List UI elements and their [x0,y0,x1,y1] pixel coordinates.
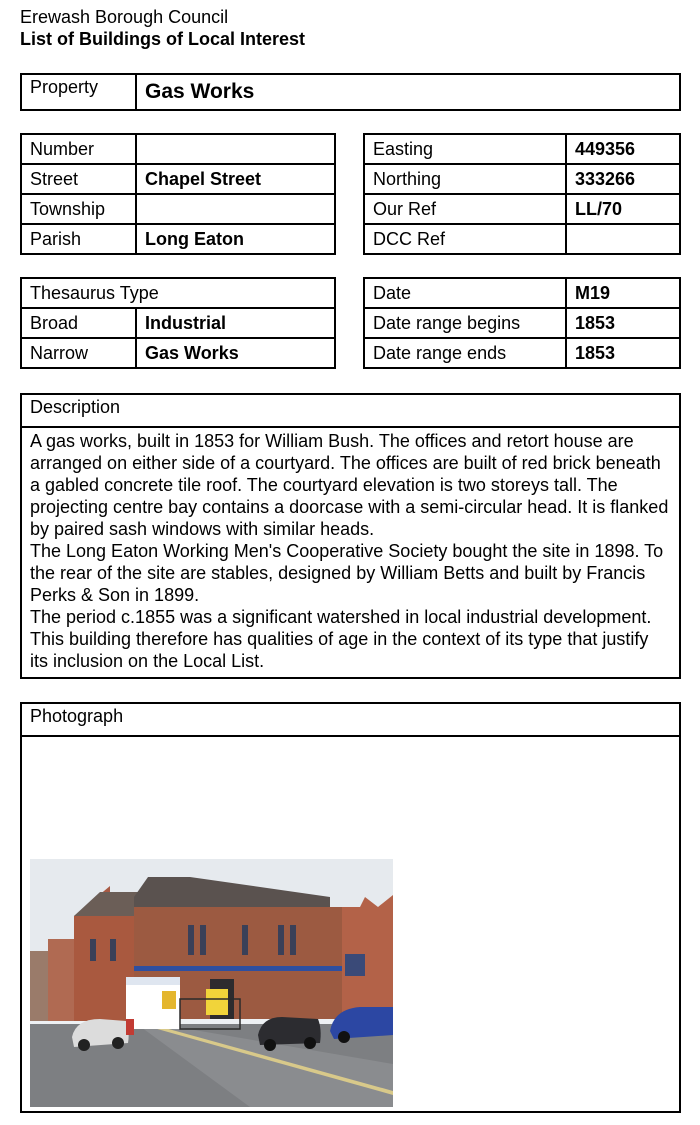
location-table [20,133,336,255]
thesaurus-title: Thesaurus Type [21,278,335,308]
table-row [364,224,680,254]
date-begins-label: Date range begins [364,308,566,338]
property-row [21,74,680,110]
table-row [364,164,680,194]
number-value [136,134,335,164]
table-row [21,224,335,254]
table-row [21,278,335,308]
easting-label: Easting [364,134,566,164]
date-ends-value: 1853 [566,338,680,368]
our-ref-value: LL/70 [566,194,680,224]
table-row [21,134,335,164]
northing-value: 333266 [566,164,680,194]
township-value [136,194,335,224]
description-paragraph: The period c.1855 was a significant watershed in local industrial development. This building therefore has qualities of age in the context of its type that justify its inclusion on the Local List. [30,607,652,671]
number-label: Number [21,134,136,164]
broad-value: Industrial [136,308,335,338]
our-ref-label: Our Ref [364,194,566,224]
narrow-value: Gas Works [136,338,335,368]
date-label: Date [364,278,566,308]
table-row [21,338,335,368]
property-label: Property [21,74,136,110]
description-body [22,428,679,674]
description-paragraph: A gas works, built in 1853 for William Bush. The offices and retort house are arranged on either side of a courtyard. The offices are built of red brick beneath a gabled concrete tile roof. The courtyard elevation is two storeys tall. The projecting centre bay contains a doorcase with a semi-circular head. It is flanked by paired sash windows with similar heads. [30,431,669,539]
photograph-title: Photograph [22,704,679,737]
table-row [21,164,335,194]
building-photo [30,859,393,1107]
property-table [20,73,681,111]
northing-label: Northing [364,164,566,194]
parish-value: Long Eaton [136,224,335,254]
description-box [20,393,681,679]
date-value: M19 [566,278,680,308]
date-table [363,277,681,369]
street-label: Street [21,164,136,194]
table-row [364,134,680,164]
thesaurus-table [20,277,336,369]
table-row [21,308,335,338]
table-row [364,308,680,338]
broad-label: Broad [21,308,136,338]
parish-label: Parish [21,224,136,254]
council-name: Erewash Borough Council [20,7,229,27]
table-row [364,194,680,224]
date-ends-label: Date range ends [364,338,566,368]
dcc-ref-label: DCC Ref [364,224,566,254]
street-value: Chapel Street [136,164,335,194]
easting-value: 449356 [566,134,680,164]
date-begins-value: 1853 [566,308,680,338]
description-paragraph: The Long Eaton Working Men's Cooperative Society bought the site in 1898. To the rear of the site are stables, designed by William Betts and built by Francis Perks & Son in 1899. [30,541,664,605]
photograph-box [20,702,681,1113]
dcc-ref-value [566,224,680,254]
township-label: Township [21,194,136,224]
reference-table [363,133,681,255]
list-title: List of Buildings of Local Interest [20,29,306,49]
description-title: Description [22,395,679,428]
table-row [364,278,680,308]
property-value: Gas Works [136,74,680,110]
table-row [21,194,335,224]
table-row [364,338,680,368]
narrow-label: Narrow [21,338,136,368]
document-header [20,6,305,50]
